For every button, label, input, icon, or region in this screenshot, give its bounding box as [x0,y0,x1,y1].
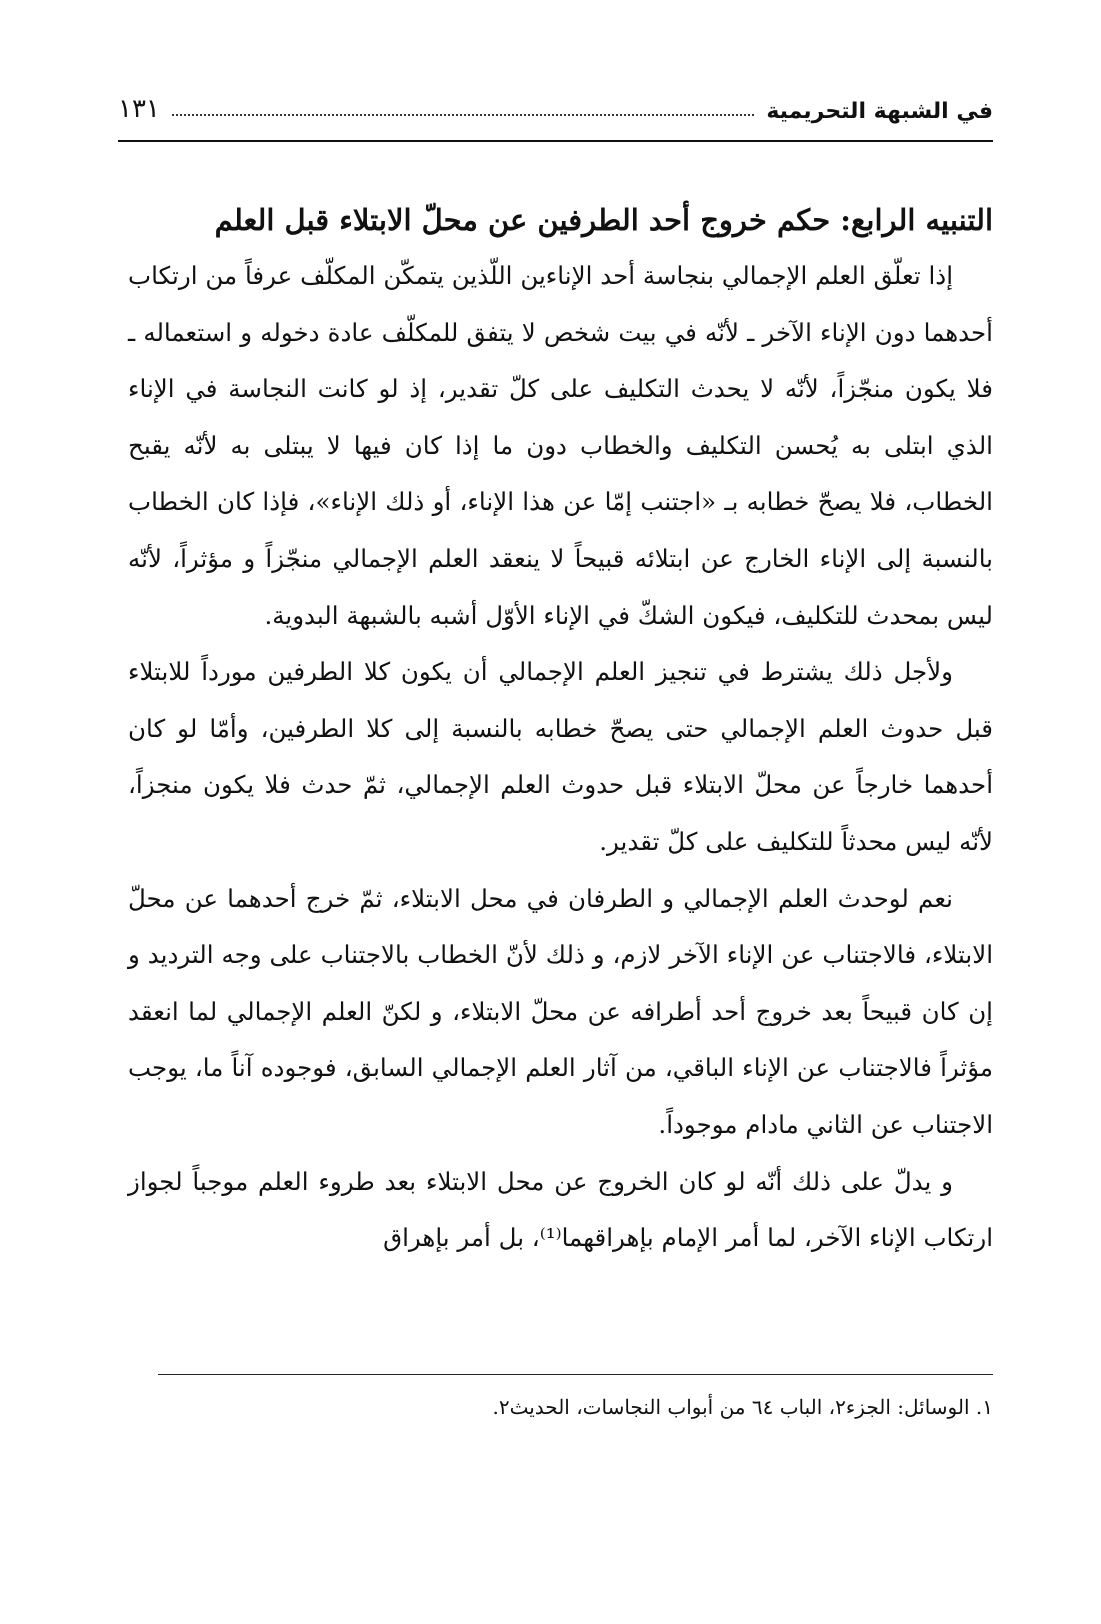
footnote-rule [158,1374,993,1375]
footnote: ١. الوسائل: الجزء٢، الباب ٦٤ من أبواب النجاسات، الحديث٢. [492,1395,993,1419]
paragraph-3: نعم لوحدث العلم الإجمالي و الطرفان في محل الابتلاء، ثمّ خرج أحدهما عن محلّ الابتلاء، فالاجتناب عن الإناء الآخر لازم، و ذلك لأنّ الخطاب بالاجتناب على وجه الترديد و إن كان قبيحاً بعد خروج أحد أطرافه عن محلّ الابتلاء، و لكنّ العلم الإجمالي لما انعقد مؤثراً فالاجتناب عن الإناء الباقي، من آثار العلم الإجمالي السابق، فوجوده آناً ما، يوجب الاجتناب عن الثاني مادام موجوداً. [128,883,993,1139]
section-heading: التنبيه الرابع: حكم خروج أحد الطرفين عن محلّ الابتلاء قبل العلم [214,203,993,237]
running-header-title: في الشبهة التحريمية [766,99,993,124]
paragraph-1: إذا تعلّق العلم الإجمالي بنجاسة أحد الإناءين اللّذين يتمكّن المكلّف عرفاً من ارتكاب أحدهما دون الإناء الآخر ـ لأنّه في بيت شخص لا يتفق للمكلّف عادة دخوله و استعماله ـ فلا يكون منجّزاً، لأنّه لا يحدث التكليف على كلّ تقدير، إذ لو كانت النجاسة في الإناء الذي ابتلى به يُحسن التكليف والخطاب دون ما إذا كان فيها لا يبتلى به لأنّه يقبح الخطاب، فلا يصحّ خطابه بـ «اجتنب إمّا عن هذا الإناء، أو ذلك الإناء»، فإذا كان الخطاب بالنسبة إلى الإناء الخارج عن ابتلائه قبيحاً لا ينعقد العلم الإجمالي منجّزاً و مؤثراً، لأنّه ليس بمحدث للتكليف، فيكون الشكّ في الإناء الأوّل أشبه بالشبهة البدوية. [128,261,993,630]
page-number: ١٣١ [118,94,160,124]
running-header [118,78,993,124]
paragraph-4: و يدلّ على ذلك أنّه لو كان الخروج عن محل الابتلاء بعد طروء العلم موجباً لجواز ارتكاب الإناء الآخر، لما أمر الإمام بإهراقهما⁽¹⁾، بل أمر بإهراق [128,1166,993,1253]
paragraph-2: ولأجل ذلك يشترط في تنجيز العلم الإجمالي أن يكون كلا الطرفين مورداً للابتلاء قبل حدوث العلم الإجمالي حتى يصحّ خطابه بالنسبة إلى كلا الطرفين، وأمّا لو كان أحدهما خارجاً عن محلّ الابتلاء قبل حدوث العلم الإجمالي، ثمّ حدث فلا يكون منجزاً، لأنّه ليس محدثاً للتكليف على كلّ تقدير. [128,657,993,856]
body-text [128,192,993,1267]
header-rule [118,140,993,142]
header-leader-dots [172,114,754,116]
